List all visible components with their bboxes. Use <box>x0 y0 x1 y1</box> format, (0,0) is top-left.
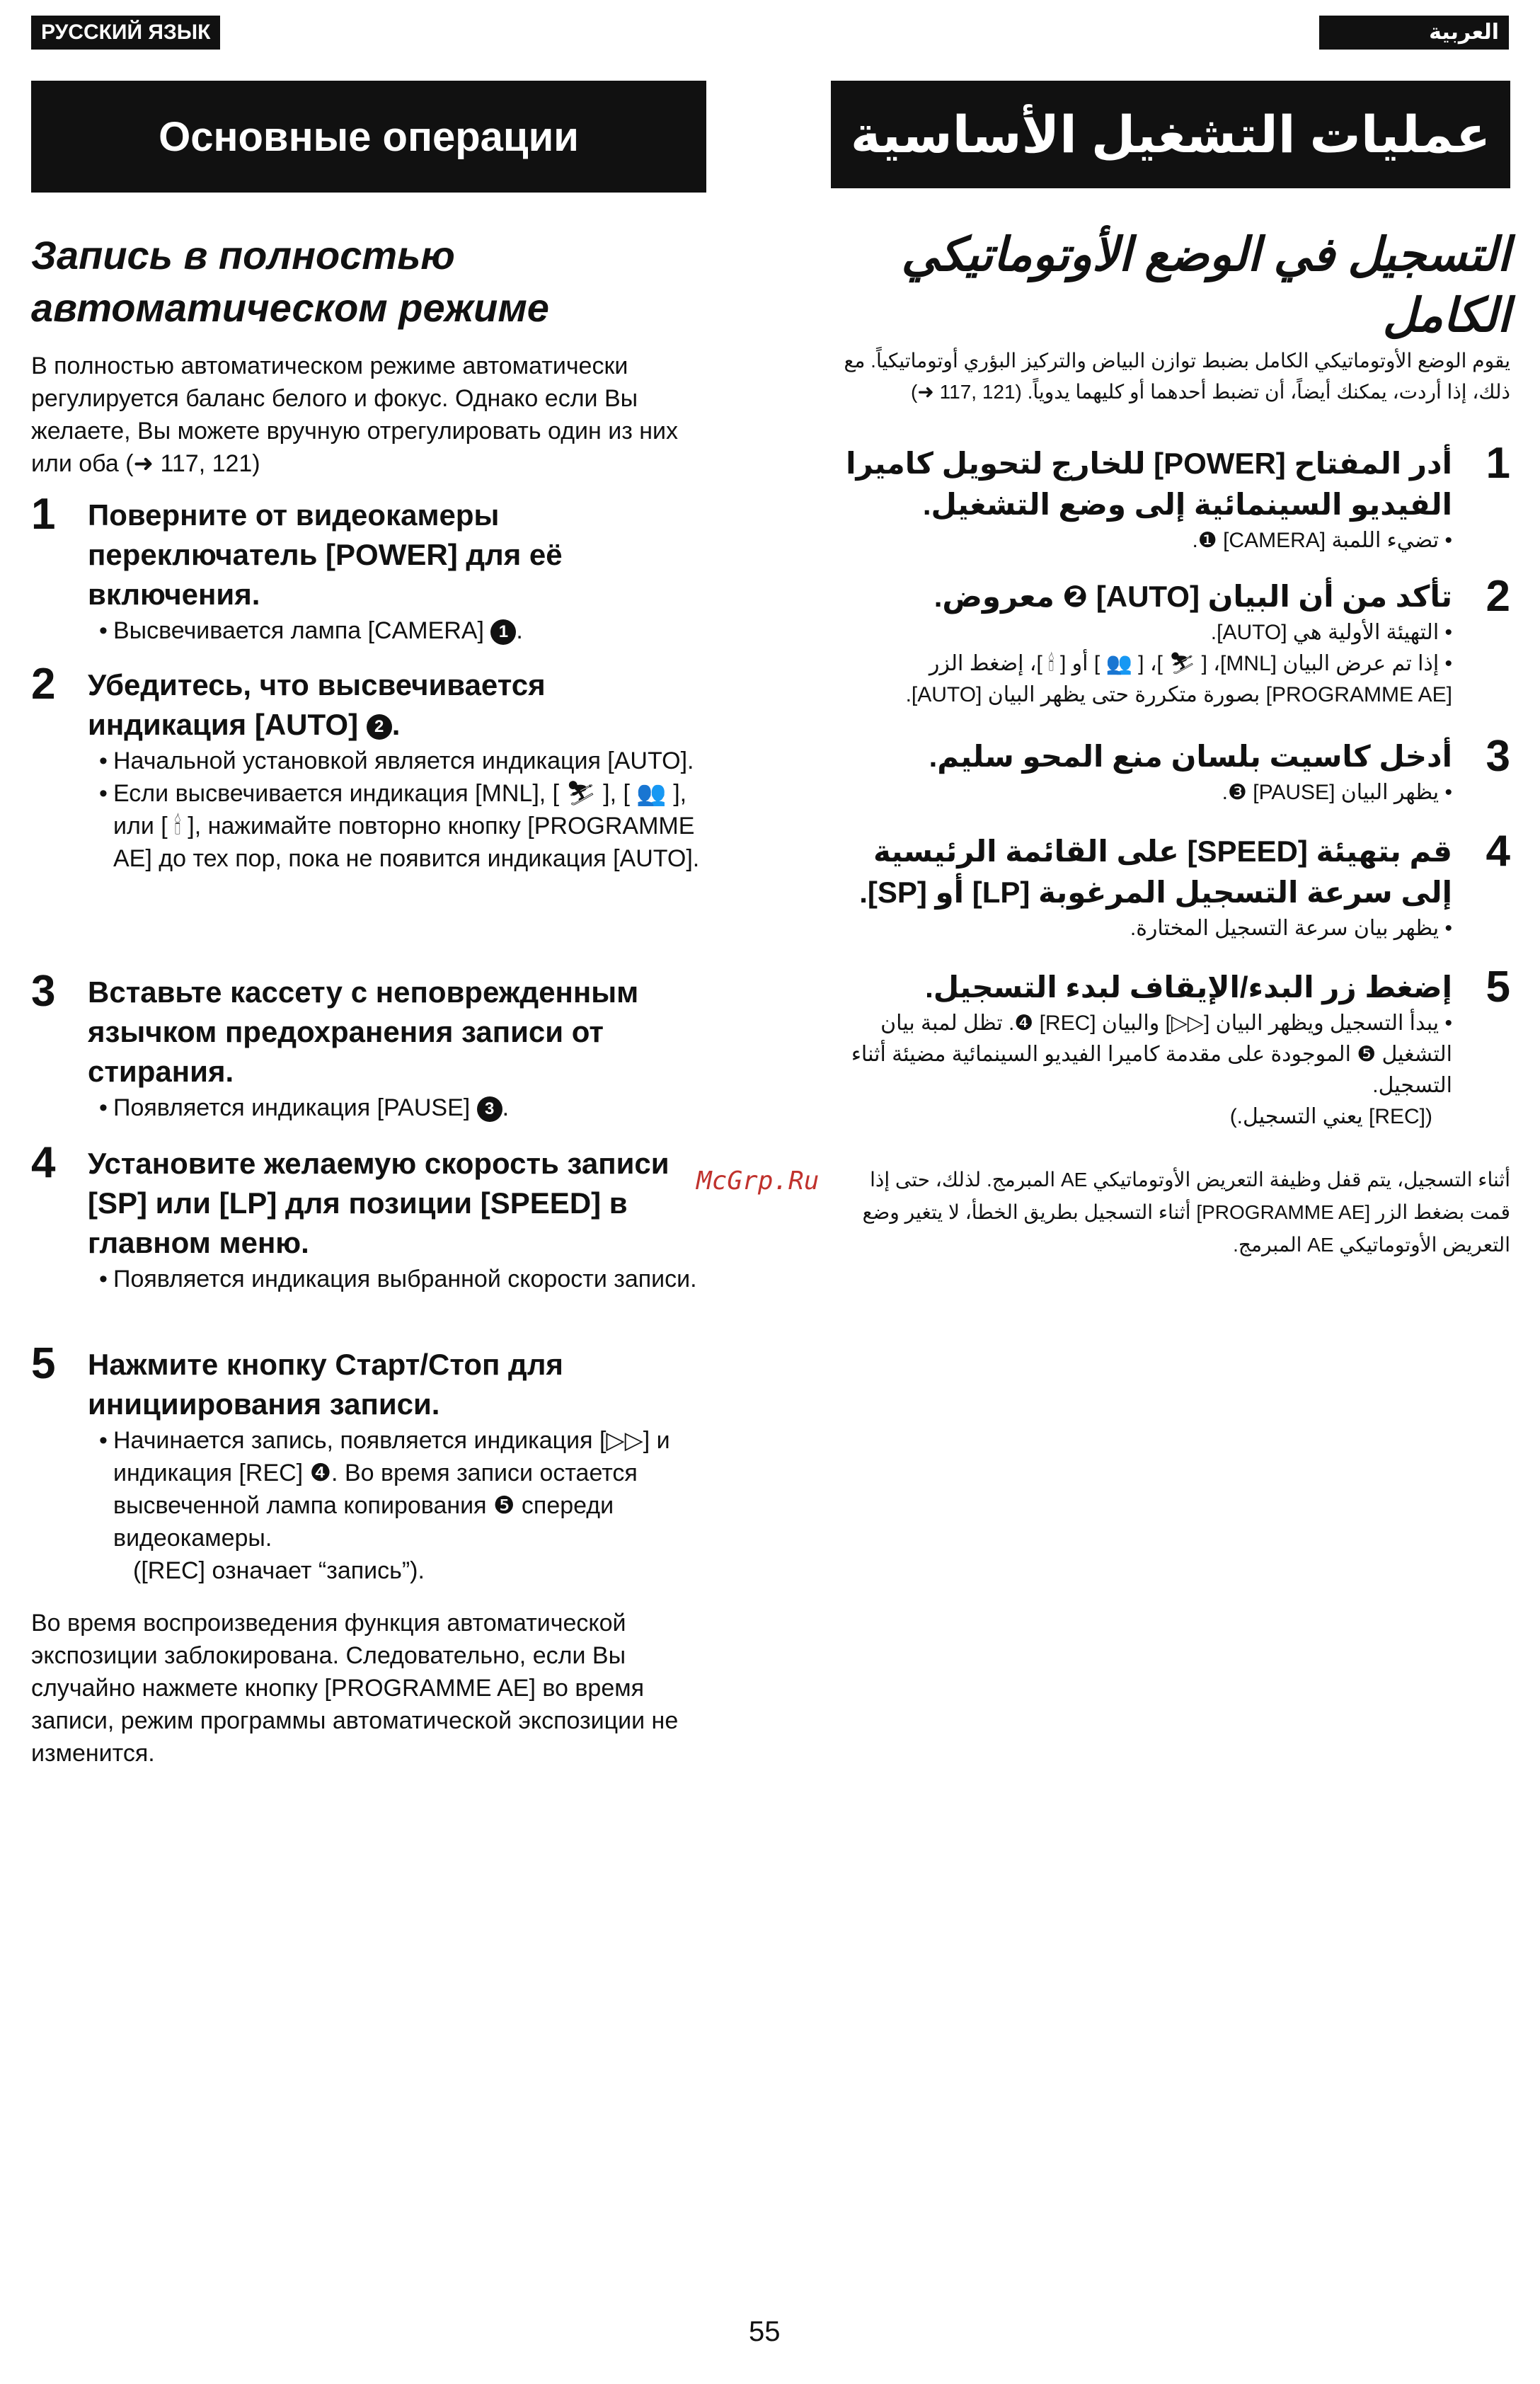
step-4-arabic <box>829 827 1510 944</box>
page-number: 55 <box>749 2316 781 2347</box>
step-5-russian <box>31 1339 711 1587</box>
step-5-arabic <box>829 963 1510 1133</box>
step-title: أدخل كاسيت بلسان منع المحو سليم. <box>929 740 1452 773</box>
step-bullet: • Появляется индикация выбранной скорости записи. <box>99 1266 697 1293</box>
step-number: 3 <box>31 967 56 1016</box>
step-1-russian <box>31 490 711 647</box>
step-number: 4 <box>31 1138 56 1187</box>
indicator-1-icon: 1 <box>490 619 516 645</box>
language-tab-russian: РУССКИЙ ЯЗЫК <box>31 16 220 50</box>
indicator-2-icon: 2 <box>367 714 392 740</box>
heading-arabic: التسجيل في الوضع الأوتوماتيكي الكامل <box>901 228 1510 341</box>
step-number: 2 <box>1486 572 1510 621</box>
step-title: Вставьте кассету с неповрежденным язычком предохранения записи от стирания. <box>88 975 639 1088</box>
step-number: 5 <box>31 1339 56 1388</box>
step-bullet: • Начальной установкой является индикация [AUTO]. <box>99 747 694 774</box>
step-bullet: • يظهر البيان [PAUSE] ❸. <box>1222 781 1452 804</box>
step-bullet: • تضيء اللمبة [CAMERA] ❶. <box>1192 529 1452 552</box>
step-1-arabic <box>829 439 1510 556</box>
watermark: McGrp.Ru <box>696 1167 820 1196</box>
intro-russian: В полностью автоматическом режиме автоматически регулируется баланс белого и фокус. Однако если Вы желаете, Вы можете вручную отрегулировать один из них или оба (➜ 117, 121) <box>31 353 679 477</box>
step-bullet: • التهيئة الأولية هي [AUTO]. <box>1210 621 1452 644</box>
step-2-russian <box>31 660 711 875</box>
step-2-arabic <box>829 572 1510 711</box>
step-bullet: • Появляется индикация [PAUSE] 3 . <box>99 1094 510 1121</box>
step-4-russian <box>31 1138 711 1295</box>
step-title: Нажмите кнопку Старт/Стоп для инициирования записи. <box>88 1348 563 1421</box>
step-number: 1 <box>31 490 56 539</box>
step-number: 4 <box>1486 827 1510 876</box>
step-bullet: • يظهر بيان سرعة التسجيل المختارة. <box>1130 917 1452 940</box>
step-number: 3 <box>1486 732 1510 781</box>
language-tab-arabic: العربية <box>1319 16 1509 50</box>
step-bullet: • Если высвечивается индикация [MNL], [ ⛷ ], [ 👥 ], или [ 🕯 ], нажимайте повторно кнопку [PROGRAMME AE] до тех пор, пока не появится индикация [AUTO]. <box>99 780 700 872</box>
step-note: ([REC] означает “запись”). <box>133 1557 425 1584</box>
footer-note-russian: Во время воспроизведения функция автоматической экспозиции заблокирована. Следовательно, если Вы случайно нажмете кнопку [PROGRAMME AE] во время записи, режим программы автоматической экспозиции не изменится. <box>31 1610 679 1767</box>
indicator-3-icon: 3 <box>477 1096 502 1122</box>
section-banner-russian: Основные операции <box>31 81 706 193</box>
step-bullet: • يبدأ التسجيل ويظهر البيان [▷▷] والبيان [REC] ❹. تظل لمبة بيان التشغيل ❺ الموجودة على مقدمة كاميرا الفيديو السينمائية مضيئة أثناء التسجيل. <box>851 1012 1452 1097</box>
intro-arabic: يقوم الوضع الأوتوماتيكي الكامل بضبط توازن البياض والتركيز البؤري أوتوماتيكياً. مع ذلك، إذا أردت، يمكنك أيضاً، أن تضبط أحدهما أو كليهما يدوياً. (121 ,117 ➜) <box>844 350 1510 403</box>
step-number: 5 <box>1486 963 1510 1012</box>
step-title: Поверните от видеокамеры переключатель [POWER] для её включения. <box>88 498 563 611</box>
footer-note-arabic: أثناء التسجيل، يتم قفل وظيفة التعريض الأوتوماتيكي AE المبرمج. لذلك، حتى إذا قمت بضغط الزر [PROGRAMME AE] أثناء التسجيل بطريق الخطأ، لا يتغير وضع التعريض الأوتوماتيكي AE المبرمج. <box>862 1169 1510 1256</box>
step-title: قم بتهيئة [SPEED] على القائمة الرئيسية إلى سرعة التسجيل المرغوبة [LP] أو [SP]. <box>859 835 1452 909</box>
step-title: Убедитесь, что высвечивается индикация [AUTO] 2 . <box>88 668 546 741</box>
step-3-russian <box>31 967 711 1124</box>
step-bullet: • Высвечивается лампа [CAMERA] 1 . <box>99 617 523 644</box>
step-bullet: • Начинается запись, появляется индикация [▷▷] и индикация [REC] ❹. Во время записи остается высвеченной лампа копирования ❺ спереди видеокамеры. <box>99 1427 670 1552</box>
section-banner-arabic: عمليات التشغيل الأساسية <box>831 81 1510 188</box>
heading-russian: Запись в полностью автоматическом режиме <box>31 233 549 330</box>
step-number: 1 <box>1486 439 1510 488</box>
step-title: تأكد من أن البيان [AUTO] ❷ معروض. <box>933 580 1452 613</box>
step-3-arabic <box>829 732 1510 808</box>
step-title: Установите желаемую скорость записи [SP] или [LP] для позиции [SPEED] в главном меню. <box>88 1147 670 1259</box>
step-note: ([REC] يعني التسجيل.) <box>1229 1105 1432 1128</box>
step-bullet: • إذا تم عرض البيان [MNL]، [ ⛷ ]، [ 👥 ] أو [ 🕯 ]، إضغط الزر [PROGRAMME AE] بصورة متكررة حتى يظهر البيان [AUTO]. <box>905 652 1452 706</box>
step-number: 2 <box>31 660 56 709</box>
step-title: أدر المفتاح [POWER] للخارج لتحويل كاميرا الفيديو السينمائية إلى وضع التشغيل. <box>846 447 1452 521</box>
step-title: إضغط زر البدء/الإيقاف لبدء التسجيل. <box>925 970 1452 1004</box>
